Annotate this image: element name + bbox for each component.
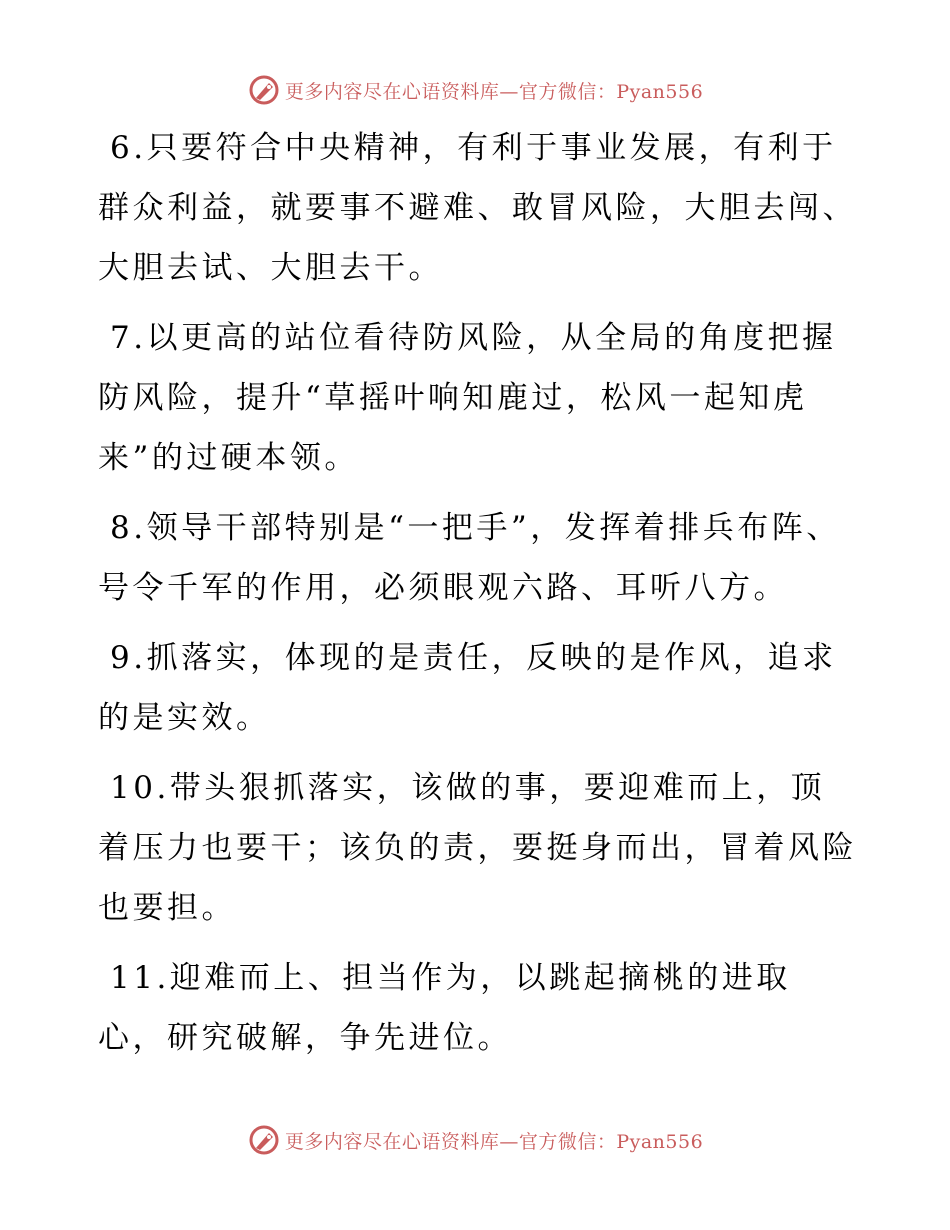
- watermark-text: 更多内容尽在心语资料库—官方微信：Pyan556: [284, 1130, 704, 1153]
- paragraph-item-9: 9.抓落实，体现的是责任，反映的是作风，追求的是实效。: [98, 640, 837, 736]
- paragraph-item-7: 7.以更高的站位看待防风险，从全局的角度把握防风险，提升“草摇叶响知鹿过，松风一起知虎来”的过硬本领。: [98, 320, 837, 476]
- document-body: [98, 118, 858, 1078]
- paragraph-item-11: 11.迎难而上、担当作为，以跳起摘桃的进取心，研究破解，争先进位。: [98, 960, 791, 1056]
- pen-nib-logo-icon: [247, 73, 281, 107]
- watermark-text: 更多内容尽在心语资料库—官方微信：Pyan556: [284, 80, 704, 103]
- header-watermark-banner: [0, 70, 950, 110]
- footer-watermark-banner: [0, 1120, 950, 1160]
- paragraph-item-10: 10.带头狠抓落实，该做的事，要迎难而上，顶着压力也要干；该负的责，要挺身而出，冒着风险也要担。: [98, 770, 857, 926]
- pen-nib-logo-icon: [247, 1123, 281, 1157]
- paragraph-item-8: 8.领导干部特别是“一把手”，发挥着排兵布阵、号令千军的作用，必须眼观六路、耳听八方。: [98, 510, 841, 606]
- paragraph-item-6: 6.只要符合中央精神，有利于事业发展，有利于群众利益，就要事不避难、敢冒风险，大胆去闯、大胆去试、大胆去干。: [98, 130, 857, 286]
